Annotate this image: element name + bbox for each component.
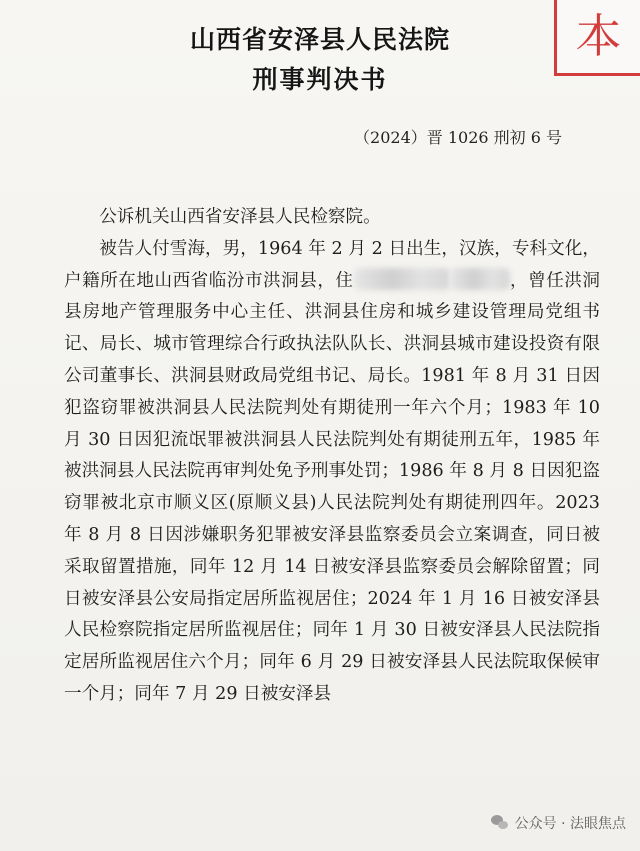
document-type-title: 刑事判决书 bbox=[252, 65, 388, 94]
stamp-char: 本 bbox=[575, 9, 622, 63]
prosecutor-paragraph: 公诉机关山西省安泽县人民检察院。 bbox=[99, 207, 381, 227]
watermark bbox=[491, 813, 626, 833]
defendant-paragraph bbox=[64, 234, 600, 711]
court-name: 山西省安泽县人民法院 bbox=[189, 25, 450, 54]
wechat-icon bbox=[491, 815, 509, 831]
watermark-text: 公众号 · 法眼焦点 bbox=[514, 816, 626, 832]
redacted-address-blur bbox=[354, 268, 450, 290]
judgment-body bbox=[64, 202, 600, 711]
case-number: （2024）晋 1026 刑初 6 号 bbox=[354, 128, 562, 147]
defendant-intro-text: 被告人付雪海，男，1964 年 2 月 2 日出生，汉族，专科文化，户籍所在地山西省临汾市洪洞县，住 bbox=[64, 238, 600, 291]
redacted-address-blur-2 bbox=[450, 268, 510, 290]
defendant-history-text: ，曾任洪洞县房地产管理服务中心主任、洪洞县住房和城乡建设管理局党组书记、局长、城市管理综合行政执法队队长、洪洞县城市建设投资有限公司董事长、洪洞县财政局党组书记、局长。1981 年 8 月 31 日因犯盗窃罪被洪洞县人民法院判处有期徒刑一年六个月；1983 年 10 月 30 日因犯流氓罪被洪洞县人民法院判处有期徒刑五年，1985 年被洪洞县人民法院再审判处免予刑事处罚；1986 年 8 月 8 日因犯盗窃罪被北京市顺义区(原顺义县)人民法院判处有期徒刑四年。2023 年 8 月 8 日因涉嫌职务犯罪被安泽县监察委员会立案调查，同日被采取留置措施，同年 12 月 14 日被安泽县监察委员会解除留置；同日被安泽县公安局指定居所监视居住；2024 年 1 月 16 日被安泽县人民检察院指定居所监视居住；同年 1 月 30 日被安泽县人民法院指定居所监视居住六个月；同年 6 月 29 日被安泽县人民法院取保候审一个月；同年 7 月 29 日被安泽县 bbox=[64, 270, 600, 704]
